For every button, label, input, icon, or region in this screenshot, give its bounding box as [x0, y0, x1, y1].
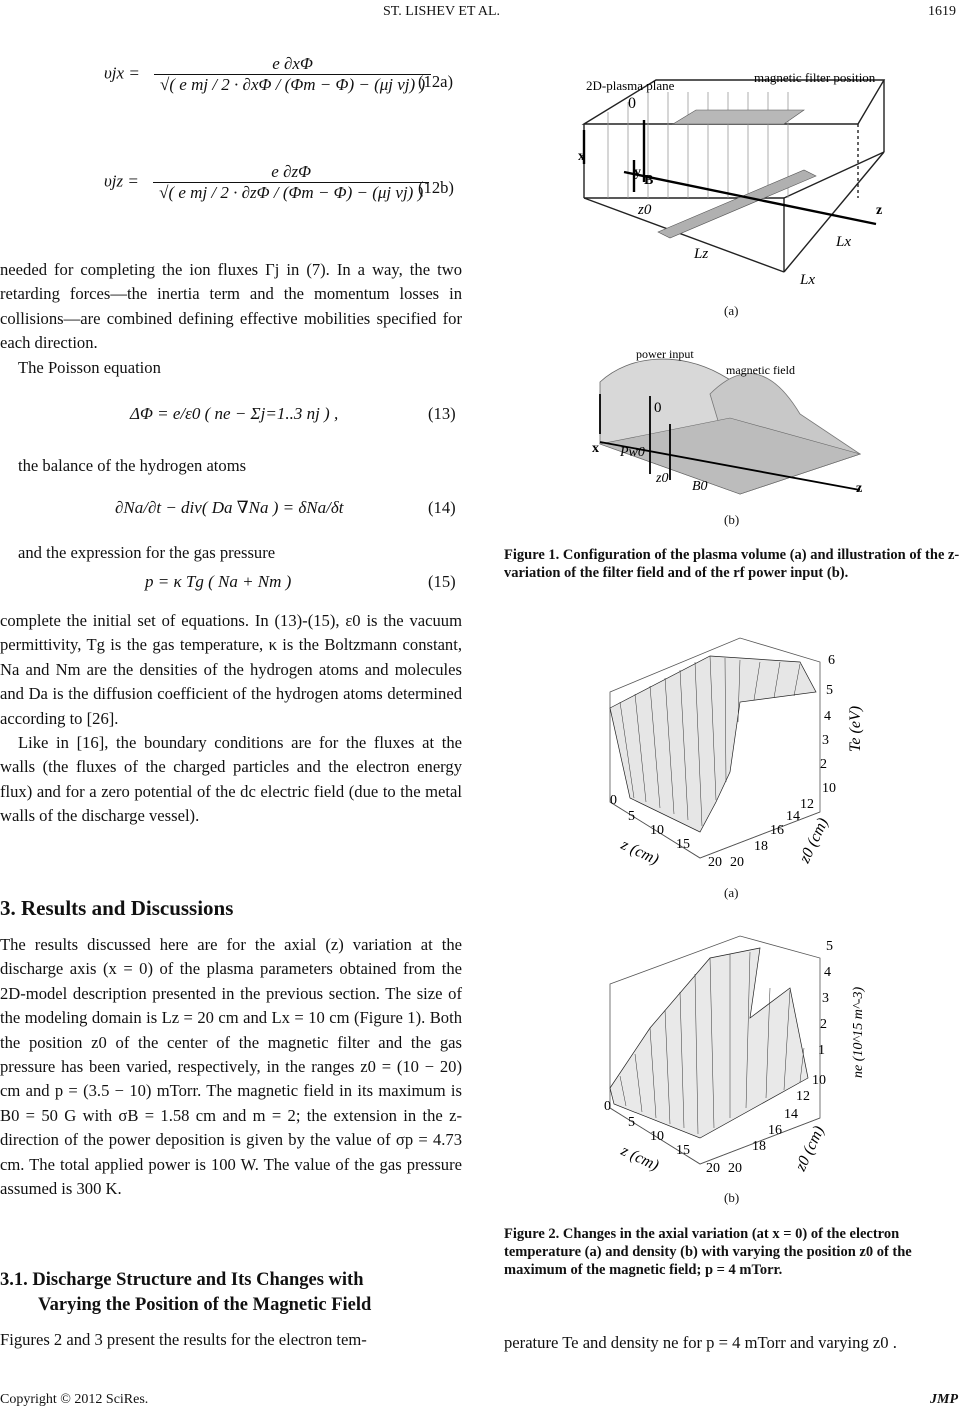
equation-12a-tag: (12a) — [418, 72, 454, 91]
figure-2b — [590, 928, 880, 1178]
left-pressure-intro: and the expression for the gas pressure — [18, 543, 276, 562]
label-b-field: B — [644, 173, 654, 188]
axis-label-z-b: z (cm) — [618, 1142, 662, 1175]
axis-label-ne: ne (10^15 m^-3) — [851, 986, 866, 1078]
tick-v-1: 5 — [826, 683, 833, 698]
tick-v-3-b: 2 — [820, 1017, 827, 1032]
axis-label-z0-b: z0 (cm) — [792, 1123, 828, 1174]
subsection-heading-line2: Varying the Position of the Magnetic Field — [38, 1295, 372, 1315]
figure-1-caption: Figure 1. Configuration of the plasma volume (a) and illustration of the z-variation of the filter field and of the rf power input (b). — [504, 547, 960, 581]
label-magnetic-filter-position: magnetic filter position — [754, 70, 876, 85]
tick-z0-5: 20 — [730, 855, 744, 870]
figure-1a-diagram — [578, 52, 894, 298]
tick-z-0: 0 — [610, 793, 617, 808]
tick-v-0-b: 5 — [826, 939, 833, 954]
tick-v-2: 4 — [824, 709, 831, 724]
tick-z0-0-b: 10 — [812, 1073, 826, 1088]
tick-z0-2-b: 14 — [784, 1107, 798, 1122]
left-column-middle — [0, 609, 462, 829]
tick-v-4-b: 1 — [818, 1043, 825, 1058]
footer-copyright: Copyright © 2012 SciRes. — [0, 1392, 149, 1407]
footer-journal: JMP — [930, 1392, 958, 1407]
label-origin-b: 0 — [654, 400, 662, 416]
label-origin: 0 — [628, 95, 636, 112]
figure-1b-label: (b) — [724, 512, 740, 527]
figure-1b-diagram — [590, 334, 876, 504]
equation-15-tag: (15) — [428, 572, 456, 591]
figure-1a-label: (a) — [724, 303, 739, 318]
tick-z0-3-b: 16 — [768, 1123, 782, 1138]
tick-z0-4-b: 18 — [752, 1139, 766, 1154]
figure-2b-label: (b) — [724, 1190, 740, 1205]
equation-13-tag: (13) — [428, 404, 456, 423]
tick-z-3-b: 15 — [676, 1143, 690, 1158]
left-column-upper — [0, 258, 462, 380]
figure-1a — [578, 52, 894, 298]
figure-1b — [590, 334, 876, 504]
tick-z0-0: 10 — [822, 781, 836, 796]
figure-2b-plot — [590, 928, 880, 1178]
figure-2a-plot — [590, 622, 880, 872]
left-final-line: Figures 2 and 3 present the results for the electron tem- — [0, 1330, 367, 1349]
equation-15: p = κ Tg ( Na + Nm ) — [145, 572, 292, 591]
left-hydrogen-intro: the balance of the hydrogen atoms — [18, 456, 247, 475]
paragraph-poisson-intro: The Poisson equation — [18, 357, 161, 377]
paragraph-results-intro: The results discussed here are for the axial (z) variation at the discharge axis (x = 0) of the plasma parameters obtained from the 2D-model description presented in the previous section. The size of the modeling domain is Lz = 20 cm and Lx = 10 cm (Figure 1). Both the position z0 of the center of the magnetic filter and the gas pressure has been varied, respectively, in the ranges z0 = (10 − 20) cm and p = (3.5 − 10) mTorr. The magnetic field in its maximum is B0 = 50 G with σB = 1.58 cm and m = 2; the extension in the z-direction of the power deposition is given by the value of σp = 4.73 cm. The total applied power is 100 W. The value of the gas pressure assumed is 300 K. — [0, 935, 462, 1199]
equation-13: ΔΦ = e/ε0 ( ne − Σj=1..3 nj ) , — [130, 404, 339, 423]
tick-z-1-b: 5 — [628, 1115, 635, 1130]
tick-v-4: 2 — [820, 757, 827, 772]
label-z-axis: z — [876, 203, 883, 218]
paragraph-complete-set: complete the initial set of equations. In (13)-(15), ε0 is the vacuum permittivity, Tg is the gas temperature, κ is the Boltzmann constant, Na and Nm are the densities of the hydrogen atoms and molecules and Da is the diffusion coefficient of the hydrogen atoms determined according to [26]. — [0, 611, 462, 728]
equation-14: ∂Na/∂t − div( Da ∇Na ) = δNa/δt — [115, 498, 344, 517]
tick-z0-1-b: 12 — [796, 1089, 810, 1104]
label-lx-bottom: Lx — [800, 272, 815, 288]
label-b0: B0 — [692, 479, 708, 494]
tick-z-2-b: 10 — [650, 1129, 664, 1144]
running-title: ST. LISHEV ET AL. — [383, 4, 501, 19]
tick-z0-3: 16 — [770, 823, 784, 838]
label-z0: z0 — [638, 202, 652, 218]
tick-z-2: 10 — [650, 823, 664, 838]
tick-z0-1: 12 — [800, 797, 814, 812]
label-z0-b: z0 — [656, 471, 669, 486]
paragraph-ion-fluxes: needed for completing the ion fluxes Γj in (7). In a way, the two retarding forces—the inertia term and the momentum losses in collisions—are combined defining effective mobilities specified for each direction. — [0, 260, 462, 353]
tick-v-1-b: 4 — [824, 965, 831, 980]
equation-12a: υjx = $\frac{e \partial x\Phi}{\text{√( e mj / 2 · ∂xΦ / (Φm − Φ) − (μj νj) )}}$ — [104, 54, 431, 95]
section-heading-results: 3. Results and Discussions — [0, 896, 234, 920]
equation-14-tag: (14) — [428, 498, 456, 517]
axis-label-z0: z0 (cm) — [796, 815, 832, 866]
tick-z0-5-b: 20 — [728, 1161, 742, 1176]
subsection-heading-line1: 3.1. Discharge Structure and Its Changes with — [0, 1270, 364, 1290]
tick-z-1: 5 — [628, 809, 635, 824]
label-x-axis-b: x — [592, 441, 599, 456]
label-2d-plasma-plane: 2D-plasma plane — [586, 78, 675, 93]
tick-z-3: 15 — [676, 837, 690, 852]
label-y-axis: y — [634, 165, 641, 180]
tick-v-2-b: 3 — [822, 991, 829, 1006]
label-lz: Lz — [694, 246, 709, 262]
label-pw0: Pw0 — [620, 445, 645, 460]
label-power-input: power input — [636, 347, 694, 361]
figure-2a-label: (a) — [724, 885, 739, 900]
right-final-paragraph: perature Te and density ne for p = 4 mTorr and varying z0 . — [504, 1333, 897, 1352]
paragraph-boundary-conditions: Like in [16], the boundary conditions are for the fluxes at the walls (the fluxes of the charged particles and the electron energy flux) and for a zero potential of the dc electric field (due to the metal walls of the discharge vessel). — [0, 733, 462, 826]
page-number: 1619 — [928, 4, 956, 19]
label-magnetic-field: magnetic field — [726, 363, 795, 377]
figure-2-caption: Figure 2. Changes in the axial variation (at x = 0) of the electron temperature (a) and density (b) with varying the position z0 of the maximum of the magnetic field; p = 4 mTorr. — [504, 1226, 912, 1278]
tick-v-0: 6 — [828, 653, 835, 668]
label-x-axis: x — [578, 149, 585, 164]
axis-label-te: Te (eV) — [847, 705, 864, 752]
label-lx-top: Lx — [836, 234, 851, 250]
axis-label-z: z (cm) — [618, 836, 662, 869]
equation-12b-tag: (12b) — [418, 178, 454, 197]
tick-z0-2: 14 — [786, 809, 800, 824]
left-column-lower — [0, 933, 462, 1201]
label-z-axis-b: z — [856, 481, 863, 496]
tick-z0-4: 18 — [754, 839, 768, 854]
tick-v-3: 3 — [822, 733, 829, 748]
figure-2a — [590, 622, 880, 872]
equation-12b: υjz = $\frac{e \partial z\Phi}{\text{√( e mj / 2 · ∂zΦ / (Φm − Φ) − (μj νj) )}}$ — [104, 162, 429, 203]
tick-z-0-b: 0 — [604, 1099, 611, 1114]
tick-z-4: 20 — [708, 855, 722, 870]
tick-z-4-b: 20 — [706, 1161, 720, 1176]
